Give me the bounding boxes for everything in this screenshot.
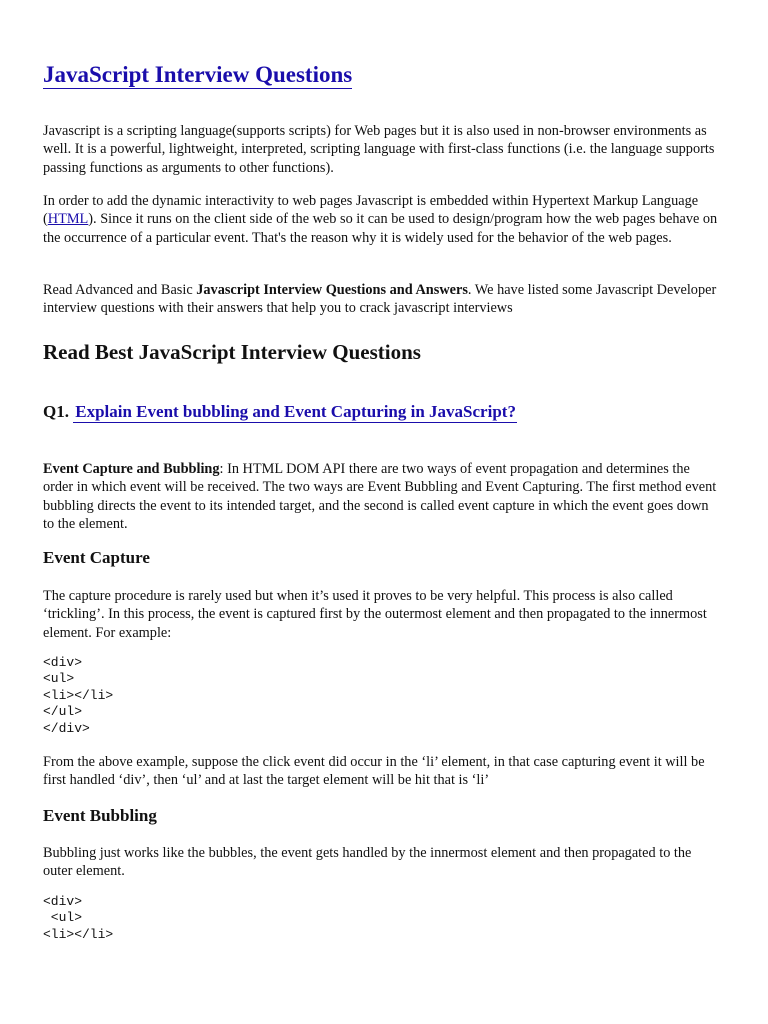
question-1-link[interactable]: Explain Event bubbling and Event Capturing in JavaScript? — [75, 402, 516, 421]
intro-paragraph-3-bold: Javascript Interview Questions and Answers — [196, 282, 468, 298]
event-capture-explanation: From the above example, suppose the click event did occur in the ‘li’ element, in that case capturing event it will be first handled ‘div’, then ‘ul’ and at last the target element will be hit that is ‘li’ — [43, 754, 705, 789]
event-capture-paragraph: The capture procedure is rarely used but when it’s used it proves to be very helpful. This process is also called ‘trickling’. In this process, the event is captured first by the outermost element and then propagated to the innermost element. For example: — [43, 588, 707, 641]
intro-paragraph-3-text: Read Advanced and Basic — [43, 282, 197, 298]
answer-lead-text: : In HTML DOM API there are two ways of event propagation and determines the order in which event will be received. The two ways are Event Bubbling and Event Capturing. The first method event bubbling directs the event to its intended target, and the second is called event capture in which the event goes down to the element. — [43, 461, 717, 532]
event-capture-heading: Event Capture — [43, 548, 150, 567]
event-bubbling-heading: Event Bubbling — [43, 806, 157, 825]
html-link[interactable]: HTML — [47, 211, 89, 228]
answer-intro-paragraph — [43, 460, 723, 533]
event-bubbling-paragraph: Bubbling just works like the bubbles, the event gets handled by the innermost element and then propagated to the outer element. — [43, 845, 692, 880]
event-capture-code: <div> <ul> <li></li> </ul> </div> — [43, 655, 114, 736]
intro-paragraph-2-rest: ). Since it runs on the client side of the web so it can be used to design/program how the web pages behave on the occurrence of a particular event. That's the reason why it is widely used for the behavior of the web pages. — [43, 211, 718, 246]
event-bubbling-code: <div> <ul> <li></li> — [43, 894, 114, 942]
intro-paragraph-2-text: In order to add the dynamic interactivity to web pages Javascript is embedded within Hypertext Markup Language ( — [43, 193, 699, 228]
question-1-number: Q1. — [43, 402, 69, 421]
page-title-link[interactable]: JavaScript Interview Questions — [43, 62, 353, 87]
question-1-heading — [43, 400, 723, 424]
intro-paragraph-3-rest: . We have listed some Javascript Developer interview questions with their answers that help you to crack javascript interviews — [43, 282, 717, 317]
intro-paragraph-1: Javascript is a scripting language(supports scripts) for Web pages but it is also used in non-browser environments as well. It is a powerful, lightweight, interpreted, scripting language with first-class functions (i.e. the language supports passing functions as arguments to other functions). — [43, 123, 715, 176]
intro-paragraph-3 — [43, 281, 723, 318]
answer-lead-bold: Event Capture and Bubbling — [43, 461, 220, 477]
intro-paragraph-2 — [43, 192, 723, 247]
section-heading: Read Best JavaScript Interview Questions — [43, 340, 421, 364]
page-title — [43, 58, 723, 92]
